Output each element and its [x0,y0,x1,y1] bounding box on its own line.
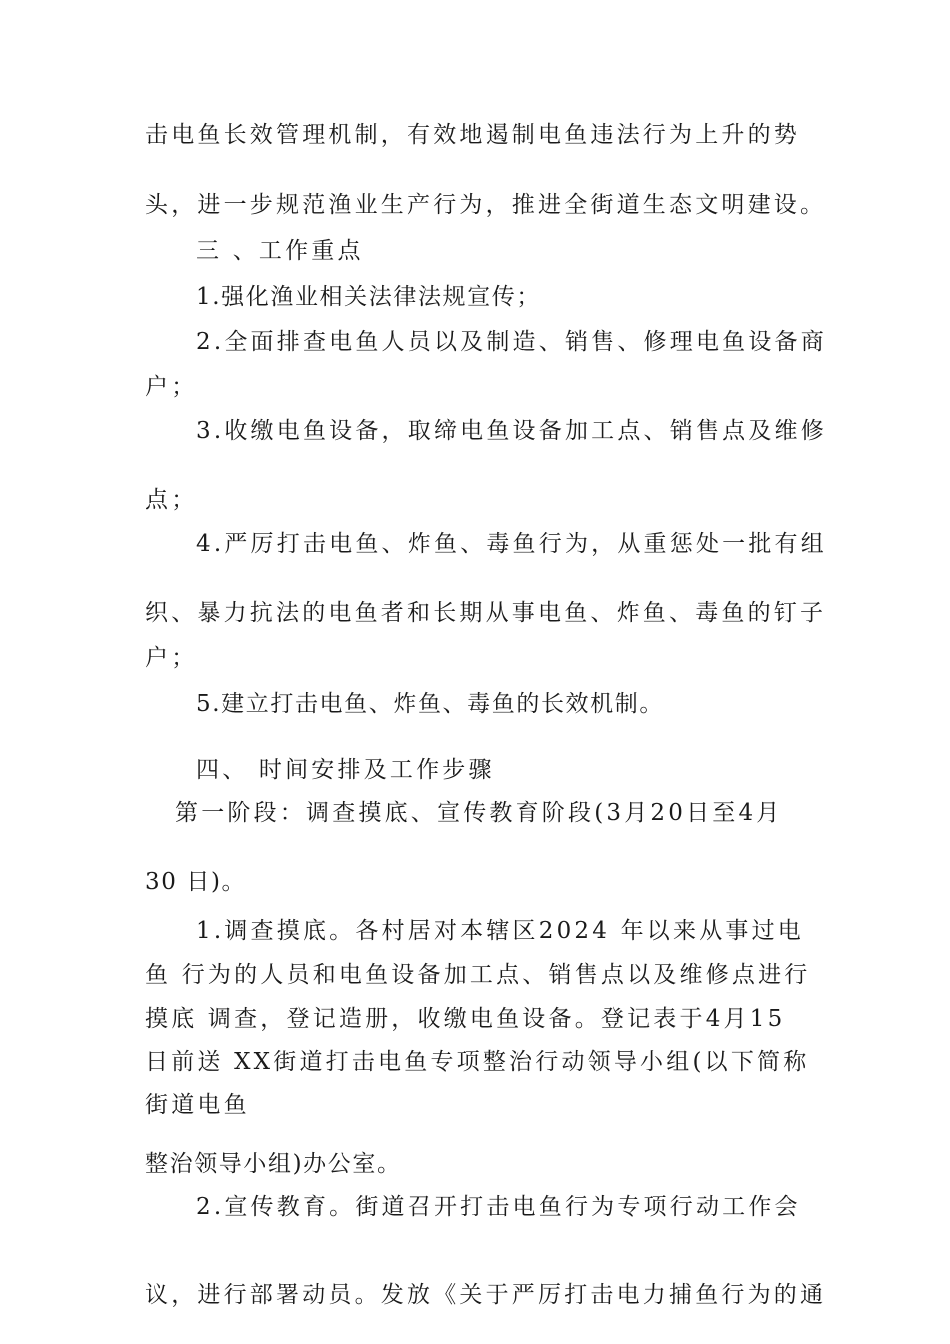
body-text-line: 织、暴力抗法的电鱼者和长期从事电鱼、炸鱼、毒鱼的钉子 [145,600,827,626]
body-text-line: 议，进行部署动员。发放《关于严厉打击电力捕鱼行为的通 [145,1282,827,1308]
body-text-line: 点； [145,487,198,513]
section-heading: 三 、工作重点 [196,238,364,264]
stage-heading: 第一阶段：调查摸底、宣传教育阶段(3月20日至4月 [175,800,783,826]
body-text-line: 日前送 XX街道打击电鱼专项整治行动领导小组(以下简称 [145,1049,810,1075]
body-text-line: 整治领导小组)办公室。 [145,1151,402,1177]
list-item: 3.收缴电鱼设备，取缔电鱼设备加工点、销售点及维修 [196,418,827,444]
body-text-line: 户； [145,645,198,671]
list-item: 1.调查摸底。各村居对本辖区2024 年以来从事过电 [196,918,804,944]
body-text-line: 击电鱼长效管理机制，有效地遏制电鱼违法行为上升的势 [145,122,800,148]
body-text-line: 街道电鱼 [145,1092,250,1118]
body-text-line: 头，进一步规范渔业生产行为，推进全街道生态文明建设。 [145,192,827,218]
body-text-line: 鱼 行为的人员和电鱼设备加工点、销售点以及维修点进行 [145,962,811,988]
body-text-line: 30 日)。 [145,869,247,895]
list-item: 1.强化渔业相关法律法规宣传； [196,284,541,310]
body-text-line: 摸底 调查，登记造册，收缴电鱼设备。登记表于4月15 [145,1006,786,1032]
body-text-line: 户； [145,374,198,400]
list-item: 4.严厉打击电鱼、炸鱼、毒鱼行为，从重惩处一批有组 [196,531,827,557]
section-heading: 四、 时间安排及工作步骤 [196,757,495,783]
list-item: 2.全面排查电鱼人员以及制造、销售、修理电鱼设备商 [196,329,827,355]
list-item: 2.宣传教育。街道召开打击电鱼行为专项行动工作会 [196,1194,801,1220]
list-item: 5.建立打击电鱼、炸鱼、毒鱼的长效机制。 [196,691,664,717]
